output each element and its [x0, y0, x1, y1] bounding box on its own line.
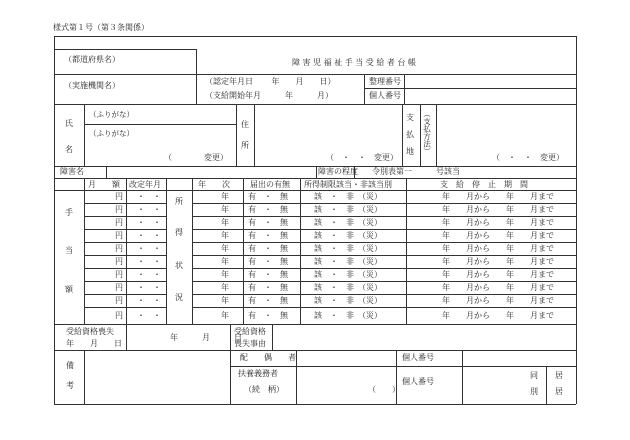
cohabit-kyo-label: 居	[555, 371, 563, 380]
pay-place-head-2: 払	[406, 130, 414, 139]
side-shotoku-2: 得	[175, 228, 183, 237]
loss-reason-label-2: 喪失事由	[234, 339, 266, 348]
spouse-label: 配 偶 者	[240, 353, 296, 362]
form-title: 障 害 児 福 祉 手 当 受 給 者 台 帳	[292, 58, 416, 67]
cohabit-label: 同	[530, 371, 538, 380]
address-head-2: 所	[241, 141, 249, 150]
guardian-personal-number-label: 個人番号	[402, 377, 434, 386]
loss-date-mid: 年 月 日	[170, 333, 242, 342]
disability-name-label: 障害名	[60, 167, 84, 176]
furigana-label-2: （ふりがな）	[89, 129, 134, 138]
pay-method-label: （支払方法）	[422, 110, 432, 155]
separate-kyo-label: 居	[555, 387, 563, 396]
separate-label: 別	[530, 387, 538, 396]
side-shotoku-4: 況	[175, 293, 183, 302]
pay-place-head-1: 支	[406, 113, 414, 122]
spouse-personal-number-label: 個人番号	[402, 353, 434, 362]
start-date-label: （支給開始年月 年 月）	[205, 91, 333, 100]
remarks-head-2: 考	[66, 381, 74, 390]
prefecture-label: （都道府県名）	[64, 55, 120, 64]
side-shotoku-3: 状	[175, 261, 183, 270]
loss-date-value: 年 月 日	[66, 339, 122, 348]
agency-label: （実施機関名）	[64, 81, 120, 90]
address-changed-label: （ ・ ・ 変更）	[326, 153, 398, 162]
side-teate-1: 手	[65, 208, 73, 217]
pay-place-head-3: 地	[406, 147, 414, 156]
name-changed-label: （ 変更）	[164, 153, 228, 162]
col-header-income: 所得制限該当・非該当別	[304, 180, 392, 189]
name-head-1: 氏	[65, 119, 73, 128]
loss-reason-label-1: 受給資格	[234, 327, 266, 336]
pay-changed-label: （ ・ ・ 変更）	[492, 153, 564, 162]
name-head-2: 名	[65, 145, 73, 154]
col-header-year: 年 次	[198, 180, 230, 189]
benefit-register-form: 様式第１号（第３条関係） 障 害 児 福 祉 手 当 受 給 者 台 帳 （都道府県名） （実施機関名） （認定年月日 年 月 日） （支給開始年月 年 月） 整理番号 個人番号 氏 名 （ふりがな） （ふりがな） （ 変更） 住 所 （ ・ ・ 変更） 支 払 地 （支払方法） （ ・ ・ 変更） 障害名 障害の程度 令別表第一 号該当 月 額 改定年月 年 次 届出の有無 所得制限該当・非該当別 支 給 停 止 期 間 手 当 額 所 得 状 況 円 ・ ・ 年 有 ・ 無 該 ・ 非 （災） 年 月から 年 月まで 円 ・ ・ 年 有 ・ 無 該 ・ 非 （災） 年 月から 年 月まで 円 ・ ・ 年 有 ・ 無 該 ・ 非 （災） 年 月から 年 月まで 円 ・ ・ 年 有 ・ 無 該 ・ 非 （災） 年 月から 年 月まで 円 ・ ・ 年 有 ・ 無 該 ・ 非 （災） 年 月から 年 月まで 円 ・ ・ 年 有 ・ 無 該 ・ 非 （災） 年 月から 年 月まで 円 ・ ・ 年 有 ・ 無 該 ・ 非 （災） 年 月から 年 月まで 円 ・ ・ 年 有 ・ 無 該 ・ 非 （災） 年 月から 年 月まで 円 ・ ・ 年 有 ・ 無 該 ・ 非 （災） 年 月から 年 月まで 円 ・ ・ 年 有 ・ 無 該 ・ 非 （災） 年 月から 年 月まで 受給資格喪失 年 月 日 年 月 日 受給資格 喪失事由 備 考 配 偶 者 個人番号 扶養義務者 （続 柄） （ ） 個人番号 同 居 別 居	[0, 0, 630, 440]
personal-number-label: 個人番号	[369, 91, 401, 100]
col-header-revised: 改定年月	[129, 180, 161, 189]
col-header-monthly: 月 額	[88, 180, 120, 189]
loss-date-label: 受給資格喪失	[66, 327, 114, 336]
side-shotoku-1: 所	[175, 197, 183, 206]
guardian-relation-label: （続 柄）	[244, 385, 284, 394]
remarks-head-1: 備	[66, 361, 74, 370]
form-number-label: 様式第１号（第３条関係）	[53, 23, 149, 32]
col-header-notice: 届出の有無	[250, 180, 290, 189]
cert-date-label: （認定年月日 年 月 日）	[205, 77, 336, 86]
furigana-label-1: （ふりがな）	[89, 110, 134, 119]
address-head-1: 住	[241, 120, 249, 129]
management-number-label: 整理番号	[369, 77, 401, 86]
disability-degree-label: 障害の程度	[318, 167, 358, 176]
order-table-label: 令別表第一 号該当	[372, 167, 460, 176]
guardian-label: 扶養義務者	[238, 369, 278, 378]
guardian-paren: （ ）	[368, 385, 400, 394]
side-teate-2: 当	[65, 246, 73, 255]
col-header-suspend: 支 給 停 止 期 間	[440, 180, 528, 189]
side-teate-3: 額	[65, 285, 73, 294]
